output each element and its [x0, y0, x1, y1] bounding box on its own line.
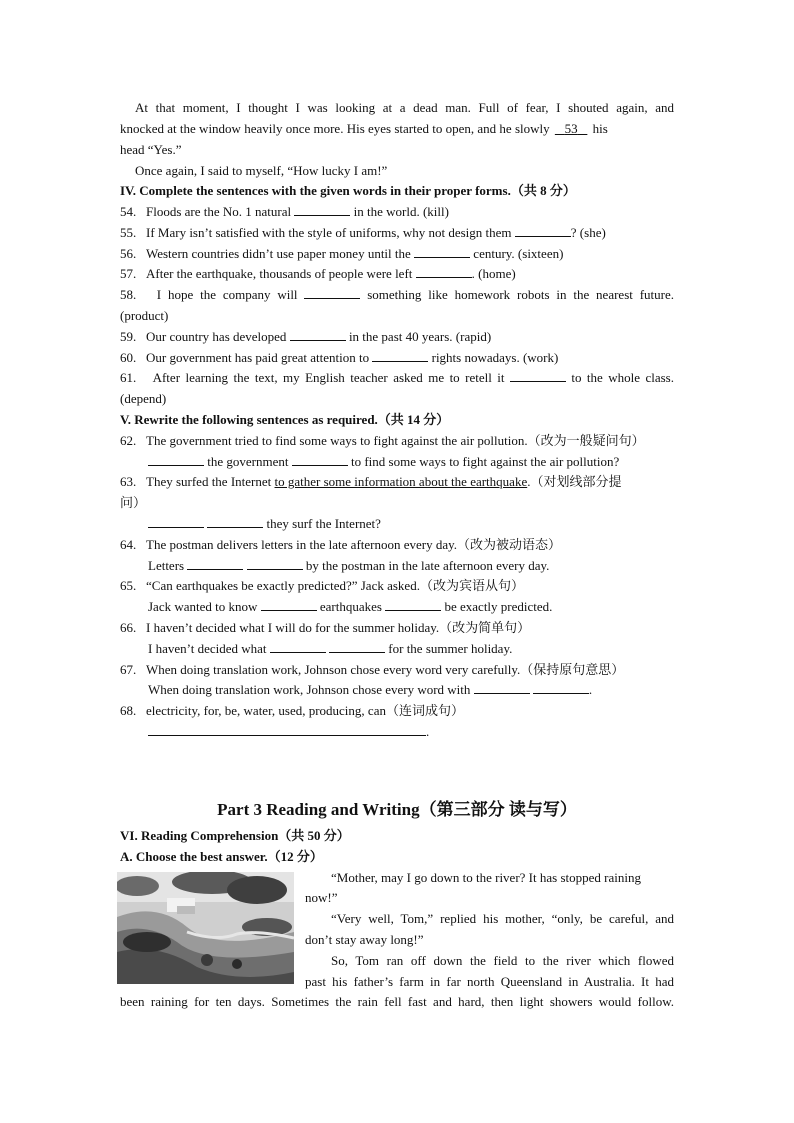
answer-blank[interactable] [270, 641, 326, 653]
story-line: “Very well, Tom,” replied his mother, “only, be careful, and [331, 911, 674, 926]
question-58: 58. I hope the company will something like homework robots in the nearest future. [120, 287, 675, 302]
question-56: 56. Western countries didn’t use paper money until the century. (sixteen) [120, 246, 564, 261]
passage-line: Once again, I said to myself, “How lucky I am!” [135, 163, 388, 178]
question-61: 61. After learning the text, my English teacher asked me to retell it to the whole class. [120, 370, 674, 385]
story-line: past his father’s farm in far north Queensland in Australia. It had [305, 974, 674, 989]
answer-66: I haven’t decided what for the summer holiday. [148, 641, 513, 656]
answer-blank[interactable] [515, 225, 571, 237]
passage-line: At that moment, I thought I was looking at a dead man. Full of fear, I shouted again, and [135, 100, 674, 115]
question-54: 54. Floods are the No. 1 natural in the world. (kill) [120, 204, 449, 219]
story-line: been raining for ten days. Sometimes the rain fell fast and hard, then light showers would follow. [120, 994, 674, 1009]
river-photo [117, 872, 294, 984]
answer-blank[interactable] [414, 246, 470, 258]
answer-blank[interactable] [187, 558, 243, 570]
answer-blank[interactable] [290, 329, 346, 341]
answer-67: When doing translation work, Johnson chose every word with . [148, 682, 593, 697]
question-63: 63. They surfed the Internet to gather some information about the earthquake.（对划线部分提 [120, 474, 622, 489]
answer-68: . [148, 724, 429, 740]
answer-blank[interactable] [148, 516, 204, 528]
answer-63: they surf the Internet? [148, 516, 381, 532]
answer-blank[interactable] [292, 454, 348, 466]
underlined-part: to gather some information about the earthquake [274, 474, 528, 489]
answer-line[interactable] [148, 724, 426, 736]
answer-blank[interactable] [148, 454, 204, 466]
question-63-cont: 问） [120, 495, 147, 510]
answer-blank[interactable] [329, 641, 385, 653]
section-a-heading: A. Choose the best answer.（12 分） [120, 849, 323, 864]
section-v-heading: V. Rewrite the following sentences as required.（共 14 分） [120, 412, 450, 427]
question-62: 62. The government tried to find some ways to fight against the air pollution.（改为一般疑问句） [120, 433, 645, 448]
answer-blank[interactable] [207, 516, 263, 528]
story-line: “Mother, may I go down to the river? It has stopped raining [331, 870, 641, 885]
passage-line: knocked at the window heavily once more. His eyes started to open, and he slowly 53 his [120, 121, 608, 136]
question-61-cont: (depend) [120, 391, 167, 406]
answer-blank[interactable] [304, 287, 360, 299]
question-66: 66. I haven’t decided what I will do for the summer holiday.（改为简单句） [120, 620, 531, 635]
question-55: 55. If Mary isn’t satisfied with the style of uniforms, why not design them ? (she) [120, 225, 606, 240]
answer-blank[interactable] [372, 350, 428, 362]
answer-64: Letters by the postman in the late afternoon every day. [148, 558, 550, 573]
story-line: don’t stay away long!” [305, 932, 424, 947]
question-59: 59. Our country has developed in the past 40 years. (rapid) [120, 329, 492, 344]
answer-blank[interactable] [294, 204, 350, 216]
answer-blank[interactable] [247, 558, 303, 570]
answer-blank[interactable] [385, 599, 441, 611]
question-67: 67. When doing translation work, Johnson chose every word very carefully.（保持原句意思） [120, 662, 625, 677]
passage-line: head “Yes.” [120, 142, 182, 157]
story-line: now!” [305, 890, 338, 905]
answer-blank[interactable] [261, 599, 317, 611]
blank-53[interactable]: 53 [564, 121, 578, 136]
answer-62: the government to find some ways to fight against the air pollution? [148, 454, 619, 470]
story-line: So, Tom ran off down the field to the river which flowed [331, 953, 674, 968]
answer-65: Jack wanted to know earthquakes be exactly predicted. [148, 599, 553, 614]
part3-title: Part 3 Reading and Writing（第三部分 读与写） [217, 800, 577, 819]
answer-blank[interactable] [474, 682, 530, 694]
answer-blank[interactable] [533, 682, 589, 694]
question-64: 64. The postman delivers letters in the late afternoon every day.（改为被动语态） [120, 537, 562, 552]
section-vi-heading: VI. Reading Comprehension（共 50 分） [120, 828, 350, 843]
question-57: 57. After the earthquake, thousands of people were left . (home) [120, 266, 516, 281]
question-58-cont: (product) [120, 308, 169, 323]
question-60: 60. Our government has paid great attention to rights nowadays. (work) [120, 350, 559, 365]
question-65: 65. “Can earthquakes be exactly predicted?” Jack asked.（改为宾语从句） [120, 578, 524, 593]
section-iv-heading: IV. Complete the sentences with the given words in their proper forms.（共 8 分） [120, 183, 576, 198]
answer-blank[interactable] [510, 370, 566, 382]
answer-blank[interactable] [416, 266, 472, 278]
question-68: 68. electricity, for, be, water, used, producing, can（连词成句） [120, 703, 464, 718]
